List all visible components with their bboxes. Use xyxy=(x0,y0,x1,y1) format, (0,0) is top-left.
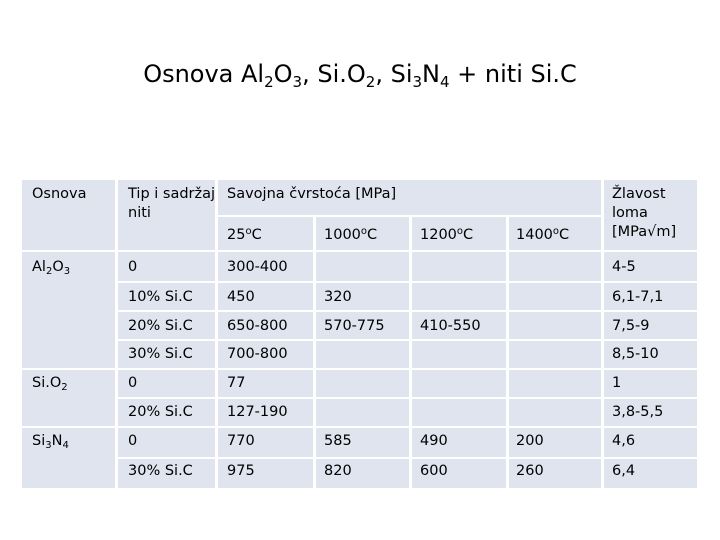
column-divider xyxy=(115,180,118,488)
header-1400c: 1400$^o$C xyxy=(516,226,570,243)
row-divider xyxy=(22,250,697,252)
slide-title: Osnova $Al_2O_3$, $Si.O_2$, $Si_3N_4$ + niti Si.C xyxy=(143,60,577,91)
table-band xyxy=(22,252,697,488)
column-divider xyxy=(313,216,316,488)
header-osnova: Osnova xyxy=(32,186,87,202)
row-divider xyxy=(118,281,697,283)
matrix-al2o3: $Al_2O_3$ xyxy=(32,259,71,277)
header-1000c: 1000$^o$C xyxy=(324,226,378,243)
cell-tip: 30% Si.C xyxy=(128,346,193,362)
header-25c: 25$^o$C xyxy=(227,226,262,243)
cell-tip: 0 xyxy=(128,433,138,449)
cell-25c: 975 xyxy=(227,463,255,479)
header-1200c: 1200$^o$C xyxy=(420,226,474,243)
cell-1000c: 570-775 xyxy=(324,318,385,334)
row-divider xyxy=(118,397,697,399)
cell-zlavost: 4,6 xyxy=(612,433,636,449)
cell-1200c: 600 xyxy=(420,463,448,479)
row-divider xyxy=(118,310,697,312)
cell-1000c: 820 xyxy=(324,463,352,479)
cell-1000c: 585 xyxy=(324,433,352,449)
cell-tip: 0 xyxy=(128,375,138,391)
cell-1400c: 260 xyxy=(516,463,544,479)
matrix-sio2: $Si.O_2$ xyxy=(32,375,68,393)
header-zlavost: Žlavost loma [MPa√m] xyxy=(612,186,677,240)
cell-zlavost: 8,5-10 xyxy=(612,346,659,362)
cell-zlavost: 6,4 xyxy=(612,463,636,479)
cell-zlavost: 6,1-7,1 xyxy=(612,289,664,305)
cell-zlavost: 1 xyxy=(612,375,622,391)
cell-25c: 127-190 xyxy=(227,404,288,420)
cell-tip: 20% Si.C xyxy=(128,318,193,334)
matrix-si3n4: $Si_3N_4$ xyxy=(32,433,69,451)
row-divider xyxy=(118,339,697,341)
column-divider xyxy=(215,180,218,488)
column-divider xyxy=(506,216,509,488)
cell-tip: 30% Si.C xyxy=(128,463,193,479)
column-divider xyxy=(601,180,604,488)
cell-zlavost: 4-5 xyxy=(612,259,636,275)
cell-zlavost: 7,5-9 xyxy=(612,318,650,334)
cell-25c: 300-400 xyxy=(227,259,288,275)
column-divider xyxy=(409,216,412,488)
cell-1000c: 320 xyxy=(324,289,352,305)
cell-1400c: 200 xyxy=(516,433,544,449)
cell-25c: 450 xyxy=(227,289,255,305)
cell-tip: 20% Si.C xyxy=(128,404,193,420)
cell-25c: 700-800 xyxy=(227,346,288,362)
cell-1200c: 410-550 xyxy=(420,318,481,334)
row-divider xyxy=(22,368,697,370)
cell-25c: 77 xyxy=(227,375,246,391)
row-divider xyxy=(22,426,697,428)
cell-tip: 0 xyxy=(128,259,138,275)
cell-1200c: 490 xyxy=(420,433,448,449)
cell-tip: 10% Si.C xyxy=(128,289,193,305)
header-savojna: Savojna čvrstoća [MPa] xyxy=(227,186,397,202)
row-divider xyxy=(118,457,697,459)
header-tip: Tip i sadržaj niti xyxy=(128,186,216,221)
cell-zlavost: 3,8-5,5 xyxy=(612,404,664,420)
cell-25c: 650-800 xyxy=(227,318,288,334)
cell-25c: 770 xyxy=(227,433,255,449)
